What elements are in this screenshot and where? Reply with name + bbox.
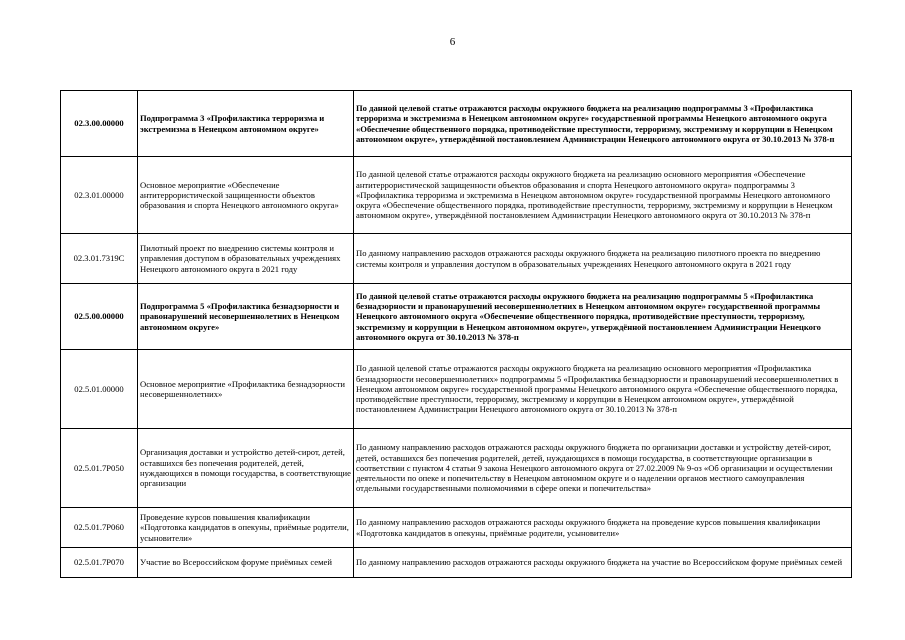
table-row <box>61 91 852 157</box>
table-row <box>61 429 852 508</box>
row-description: По данному направлению расходов отражаются расходы окружного бюджета на реализацию пилотного проекта по внедрению системы контроля и управления доступом в образовательных учреждениях Ненецкого автономного округа в 2021 году <box>354 234 852 284</box>
row-name: Основное мероприятие «Профилактика безнадзорности несовершеннолетних» <box>138 350 354 429</box>
row-description: По данной целевой статье отражаются расходы окружного бюджета на реализацию подпрограммы 5 «Профилактика безнадзорности и правонарушений несовершеннолетних в Ненецком автономном округе» государственной программы Ненецкого автономного округа «Обеспечение общественного порядка, противодействие преступности, терроризму, экстремизму и коррупции в Ненецком автономном округе», утверждённой постановлением Администрации Ненецкого автономного округа от 30.10.2013 № 378-п <box>354 284 852 350</box>
row-name: Подпрограмма 3 «Профилактика терроризма и экстремизма в Ненецком автономном округе» <box>138 91 354 157</box>
row-name: Участие во Всероссийском форуме приёмных семей <box>138 548 354 578</box>
table-row <box>61 284 852 350</box>
row-name: Проведение курсов повышения квалификации «Подготовка кандидатов в опекуны, приёмные родители, усыновители» <box>138 508 354 548</box>
table-row <box>61 548 852 578</box>
row-code: 02.3.01.7319С <box>61 234 138 284</box>
row-name: Основное мероприятие «Обеспечение антитеррористической защищенности объектов образования и спорта Ненецкого автономного округа» <box>138 157 354 234</box>
table-row <box>61 157 852 234</box>
row-code: 02.5.01.7Р070 <box>61 548 138 578</box>
row-name: Организация доставки и устройство детей-сирот, детей, оставшихся без попечения родителей, детей, нуждающихся в помощи государства, в соответствующие организации <box>138 429 354 508</box>
row-code: 02.5.01.00000 <box>61 350 138 429</box>
table-row <box>61 350 852 429</box>
row-description: По данному направлению расходов отражаются расходы окружного бюджета на проведение курсов повышения квалификации «Подготовка кандидатов в опекуны, приёмные родители, усыновители» <box>354 508 852 548</box>
page-number: 6 <box>449 36 456 48</box>
row-code: 02.3.01.00000 <box>61 157 138 234</box>
table-row <box>61 234 852 284</box>
row-name: Пилотный проект по внедрению системы контроля и управления доступом в образовательных учреждениях Ненецкого автономного округа в 2021 году <box>138 234 354 284</box>
table-row <box>61 508 852 548</box>
row-description: По данному направлению расходов отражаются расходы окружного бюджета на участие во Всероссийском форуме приёмных семей <box>354 548 852 578</box>
row-description: По данному направлению расходов отражаются расходы окружного бюджета по организации доставки и устройству детей-сирот, детей, оставшихся без попечения родителей, детей, нуждающихся в помощи государства, в соответствующие организации в соответствии с пунктом 4 статьи 9 закона Ненецкого автономного округа от 27.02.2009 № 9-оз «Об организации и осуществлении деятельности по опеке и попечительству в Ненецком автономном округе и о наделении органов местного самоуправления отдельными государственными полномочиями в сфере опеки и попечительства» <box>354 429 852 508</box>
row-code: 02.5.01.7Р060 <box>61 508 138 548</box>
budget-classification-table <box>60 90 852 578</box>
row-code: 02.5.00.00000 <box>61 284 138 350</box>
row-name: Подпрограмма 5 «Профилактика безнадзорности и правонарушений несовершеннолетних в Ненецком автономном округе» <box>138 284 354 350</box>
row-description: По данной целевой статье отражаются расходы окружного бюджета на реализацию основного мероприятия «Профилактика безнадзорности несовершеннолетних» подпрограммы 5 «Профилактика безнадзорности и правонарушений несовершеннолетних в Ненецком автономном округе» государственной программы Ненецкого автономного округа «Обеспечение общественного порядка, противодействие преступности, терроризму, экстремизму и коррупции в Ненецком автономном округе», утверждённой постановлением Администрации Ненецкого автономного округа от 30.10.2013 № 378-п <box>354 350 852 429</box>
row-description: По данной целевой статье отражаются расходы окружного бюджета на реализацию подпрограммы 3 «Профилактика терроризма и экстремизма в Ненецком автономном округе» государственной программы Ненецкого автономного округа «Обеспечение общественного порядка, противодействие преступности, терроризму, экстремизму и коррупции в Ненецком автономном округе», утверждённой постановлением Администрации Ненецкого автономного округа от 30.10.2013 № 378-п <box>354 91 852 157</box>
row-description: По данной целевой статье отражаются расходы окружного бюджета на реализацию основного мероприятия «Обеспечение антитеррористической защищенности объектов образования и спорта Ненецкого автономного округа» подпрограммы 3 «Профилактика терроризма и экстремизма в Ненецком автономном округе» государственной программы Ненецкого автономного округа «Обеспечение общественного порядка, противодействие преступности, терроризму, экстремизму и коррупции в Ненецком автономном округе», утверждённой постановлением Администрации Ненецкого автономного округа от 30.10.2013 № 378-п <box>354 157 852 234</box>
row-code: 02.5.01.7Р050 <box>61 429 138 508</box>
row-code: 02.3.00.00000 <box>61 91 138 157</box>
